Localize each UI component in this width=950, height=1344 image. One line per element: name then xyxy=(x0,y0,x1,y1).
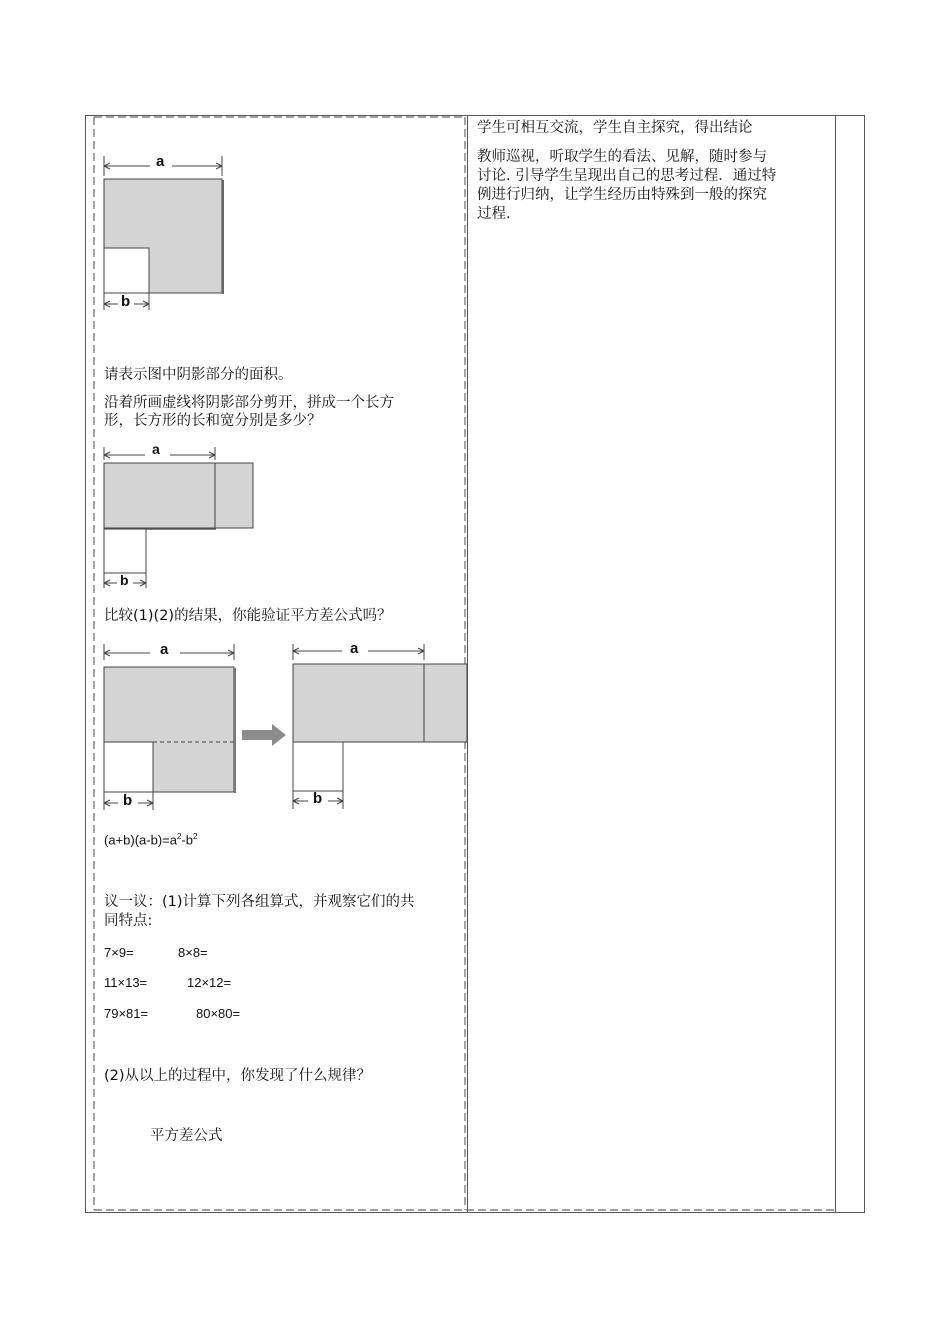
question-3: 比较(1)(2)的结果，你能验证平方差公式吗？ xyxy=(104,608,392,624)
question-2-line2: 形，长方形的长和宽分别是多少？ xyxy=(104,413,322,429)
right-para-line-1: 教师巡视，听取学生的看法、见解，随时参与 xyxy=(477,149,767,165)
right-arrow-icon xyxy=(242,724,286,746)
question-4: (2)从以上的过程中，你发现了什么规律？ xyxy=(104,1068,372,1084)
difference-of-squares-formula: $(a+b)(a-b)=a^2-b^2$ xyxy=(104,832,198,848)
right-line-1: 学生可相互交流，学生自主探究，得出结论 xyxy=(477,120,753,136)
right-para-line-2: 讨论. 引导学生呈现出自己的思考过程．通过特 xyxy=(477,168,777,184)
right-para-line-3: 例进行归纳，让学生经历由特殊到一般的探究 xyxy=(477,187,767,203)
right-para-line-4: 过程. xyxy=(477,206,511,222)
figure1-label-b: b xyxy=(121,293,131,310)
calc-row-1-left: 7×9= xyxy=(104,945,134,960)
question-2-line1: 沿着所画虚线将阴影部分剪开，拼成一个长方 xyxy=(104,395,394,411)
calc-row-2-left: 11×13= xyxy=(104,975,148,990)
figure3-label-b-left: b xyxy=(123,792,133,809)
calc-row-1-right: 8×8= xyxy=(178,945,208,960)
calc-row-3-left: 79×81= xyxy=(104,1006,149,1021)
conclusion-label: 平方差公式 xyxy=(150,1128,223,1144)
figure3-label-b-right: b xyxy=(313,790,323,807)
figure1-label-a: a xyxy=(156,153,165,170)
figure2-label-a: a xyxy=(152,441,160,457)
discussion-line1: 议一议：(1)计算下列各组算式，并观察它们的共 xyxy=(104,894,415,910)
figure3-label-a-right: a xyxy=(350,640,359,657)
calc-row-2-right: 12×12= xyxy=(187,975,232,990)
question-1: 请表示图中阴影部分的面积。 xyxy=(104,367,293,383)
calc-row-3-right: 80×80= xyxy=(196,1006,241,1021)
figure2-label-b: b xyxy=(120,572,129,588)
figure3-label-a-left: a xyxy=(160,641,169,658)
discussion-line2: 同特点: xyxy=(104,913,153,929)
